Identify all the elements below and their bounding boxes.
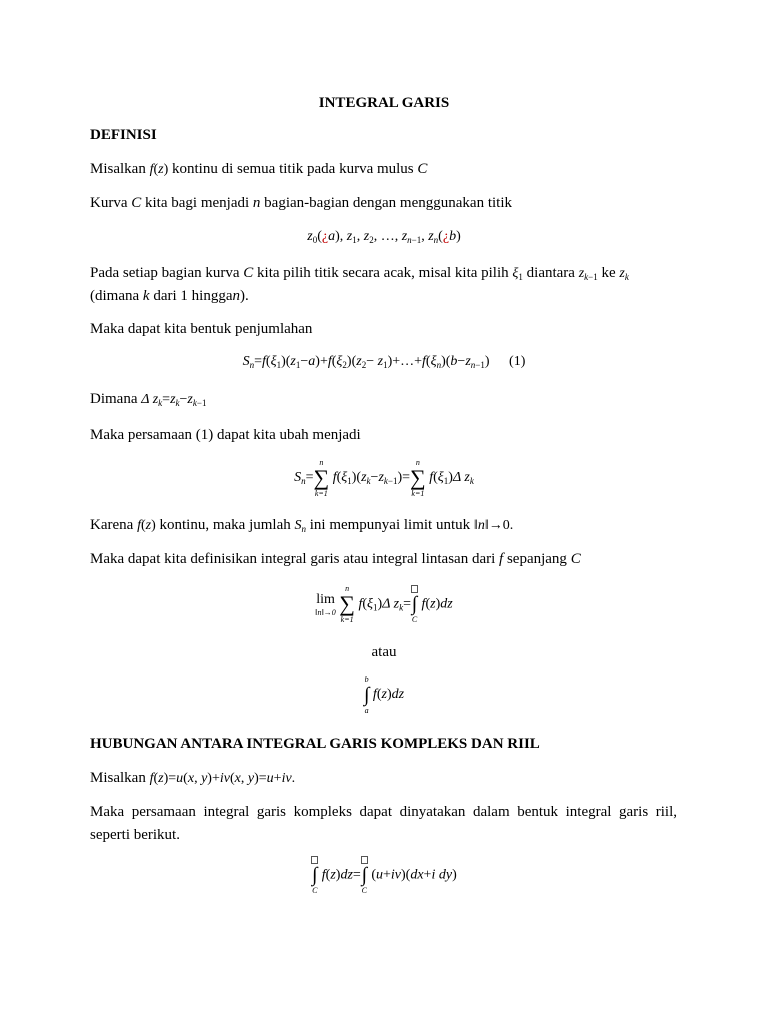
math-norm-n-to-0: ‖n‖→0. <box>473 518 514 533</box>
equation-integral-ab: b ∫ a f(z)dz <box>363 675 405 715</box>
text-span: Misalkan <box>90 770 146 786</box>
text-span: ini mempunyai limit untuk <box>309 517 471 533</box>
paragraph-kurva <box>90 192 677 215</box>
paragraph-penjumlahan: Maka dapat kita bentuk penjumlahan <box>90 321 313 337</box>
text-span: Misalkan <box>90 161 146 177</box>
integral-symbol: ∫ C <box>411 584 418 624</box>
document-title: INTEGRAL GARIS <box>318 95 450 111</box>
text-span: kontinu di semua titik pada kurva mulus <box>172 161 414 177</box>
text-span: diantara <box>526 265 575 281</box>
section-heading-definisi: DEFINISI <box>90 127 157 143</box>
math-zk: $z_k$ <box>619 266 629 282</box>
sum-symbol: n ∑ k=1 <box>410 458 426 498</box>
text-span: ke <box>601 265 616 281</box>
text-span: sepanjang <box>506 551 567 567</box>
limit-operator: lim ‖n‖→0 <box>315 591 336 617</box>
math-n: n <box>232 288 240 304</box>
equation-1: $S_n=f(\xi_1)(z_1-a)+f(\xi_2)(z_2-$ $z_1)+\dots+f(\xi_n)(b-z_{n-1})$ (1) <box>242 354 526 370</box>
text-span: kita bagi menjadi <box>145 195 250 211</box>
math-Sn: $S_n$ <box>294 518 306 534</box>
math-n: n <box>252 195 261 211</box>
math-k: k <box>142 288 150 304</box>
paragraph-maka-persamaan: Maka persamaan integral garis kompleks dapat dinyatakan dalam bentuk integral garis riil, seperti berikut. <box>90 804 677 843</box>
integral-symbol: ∫ C <box>311 855 318 895</box>
integral-symbol: b ∫ a <box>363 675 370 715</box>
math-C: C <box>570 551 581 567</box>
integral-symbol: ∫ C <box>361 855 368 895</box>
text-span: ). <box>239 288 249 304</box>
paragraph-misalkan-uv <box>90 767 677 790</box>
math-fz: f(z) <box>137 518 156 533</box>
paragraph-definisikan <box>90 548 677 571</box>
text-span: Kurva <box>90 195 128 211</box>
math-xi1: $\xi_1$ <box>512 266 523 282</box>
sum-symbol: n ∑ k=1 <box>339 584 355 625</box>
math-C: C <box>243 265 254 281</box>
math-fz-uv: f(z)=u(x, y)+iv(x, y)=u+iv. <box>149 771 296 786</box>
equation-sum: $S_n=$ n ∑ k=1 $f(\xi_1)(z_k-z_{k-1})=$ n ∑ k=1 $f(\xi_1)\Delta$ $z_k$ <box>294 458 474 498</box>
paragraph-ubah: Maka persamaan (1) dapat kita ubah menjadi <box>90 427 361 443</box>
equation-complex-real: ∫ C f(z)dz= ∫ C (u+iv)(dx+i dy) <box>0 855 768 895</box>
text-span: kita pilih titik secara acak, misal kita pilih <box>257 265 509 281</box>
math-C: C <box>417 161 428 177</box>
text-span: Karena <box>90 517 134 533</box>
paragraph-misalkan <box>90 158 677 181</box>
math-C: C <box>131 195 142 211</box>
sum-symbol: n ∑ k=1 <box>313 458 330 498</box>
math-fz: f(z) <box>149 162 169 177</box>
text-span: Pada setiap bagian kurva <box>90 265 240 281</box>
paragraph-dimana-delta <box>90 388 677 415</box>
text-span: Dimana <box>90 391 138 407</box>
math-zk-1: $z_{k-1}$ <box>578 266 598 282</box>
text-span: Maka dapat kita definisikan integral garis atau integral lintasan dari <box>90 551 496 567</box>
equation-points: $z_0(¿a)$, $z_1$, $z_2$, …, $z_{n-1}$, $z_n(¿b)$ <box>307 229 461 245</box>
text-span: kontinu, maka jumlah <box>159 517 291 533</box>
text-span: (dimana <box>90 288 140 304</box>
text-span: bagian-bagian dengan menggunakan titik <box>264 195 512 211</box>
text-atau: atau <box>371 644 397 660</box>
text-span: dari 1 hingga <box>153 288 233 304</box>
paragraph-karena <box>90 514 677 541</box>
equation-limit: lim ‖n‖→0 n ∑ k=1 $f(\xi_1)\Delta$ $z_k=$ ∫ C f(z)dz <box>315 584 453 625</box>
section-heading-hubungan: HUBUNGAN ANTARA INTEGRAL GARIS KOMPLEKS DAN RIIL <box>90 736 540 752</box>
math-delta-zk: Δ $z_k=z_k-z_{k-1}$ <box>141 392 207 408</box>
math-f: f <box>499 551 504 567</box>
paragraph-dimana-k <box>90 285 677 308</box>
equation-number: (1) <box>509 354 526 369</box>
